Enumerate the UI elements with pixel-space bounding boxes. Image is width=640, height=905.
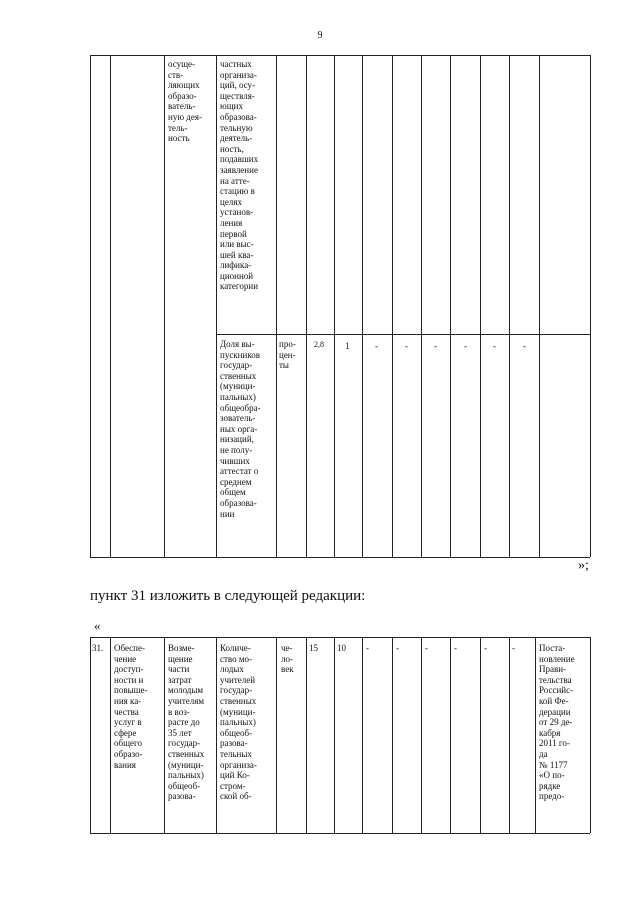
dash-cell: -	[512, 643, 515, 653]
amendment-instruction: пункт 31 изложить в следующей редакции:	[90, 588, 366, 604]
dash-cell: -	[484, 643, 487, 653]
dash-cell: -	[375, 341, 378, 351]
dash-cell: -	[425, 643, 428, 653]
indicator-cell: Количе- ство мо- лодых учителей государ- ственных (муници- пальных) общеоб- разова- тельных организа- ций Ко- стром- ской об-	[220, 643, 257, 802]
opening-quote: «	[94, 618, 101, 633]
unit-cell: че- ло- век	[281, 643, 294, 675]
row-number-cell: 31.	[92, 643, 104, 653]
dash-cell: -	[523, 341, 526, 351]
value-cell: 2,8	[314, 340, 324, 349]
indicator-cell: Доля вы- пускников государ- ственных (муници- пальных) общеобра- зователь- ных орга- низаций, не полу- чивших аттестат о среднем общем образова- нии	[220, 339, 261, 519]
value-cell: 1	[345, 341, 350, 351]
closing-quote: »;	[578, 558, 589, 573]
value-cell: 15	[309, 643, 318, 653]
dash-cell: -	[405, 341, 408, 351]
document-cell: Поста- новление Прави- тельства Российс- кой Фе- дерации от 29 де- кабря 2011 го- да № 1177 «О по- рядке предо-	[539, 643, 575, 802]
dash-cell: -	[454, 643, 457, 653]
activity-cell: осуще- ств- ляющих образо- ватель- ную дея- тель- ность	[168, 59, 203, 144]
unit-cell: про- цен- ты	[279, 339, 296, 371]
page-number: 9	[317, 30, 323, 41]
activity-cell: Возме- щение части затрат молодым учителям в воз- расте до 35 лет государ- ственных (муници- пальных) общеоб- разова-	[168, 643, 205, 802]
dash-cell: -	[366, 643, 369, 653]
dash-cell: -	[493, 341, 496, 351]
dash-cell: -	[396, 643, 399, 653]
dash-cell: -	[464, 341, 467, 351]
value-cell: 10	[337, 643, 346, 653]
dash-cell: -	[434, 341, 437, 351]
direction-cell: Обеспе- чение доступ- ности и повыше- ния ка- чества услуг в сфере общего образо- вания	[114, 643, 148, 770]
indicator-cell: частных организа- ций, осу- ществля- ющих образова- тельную деятель- ность, подавших заявление на атте- стацию в целях установ- ления первой или выс- шей ква- лифика- ционной категории	[220, 59, 259, 292]
